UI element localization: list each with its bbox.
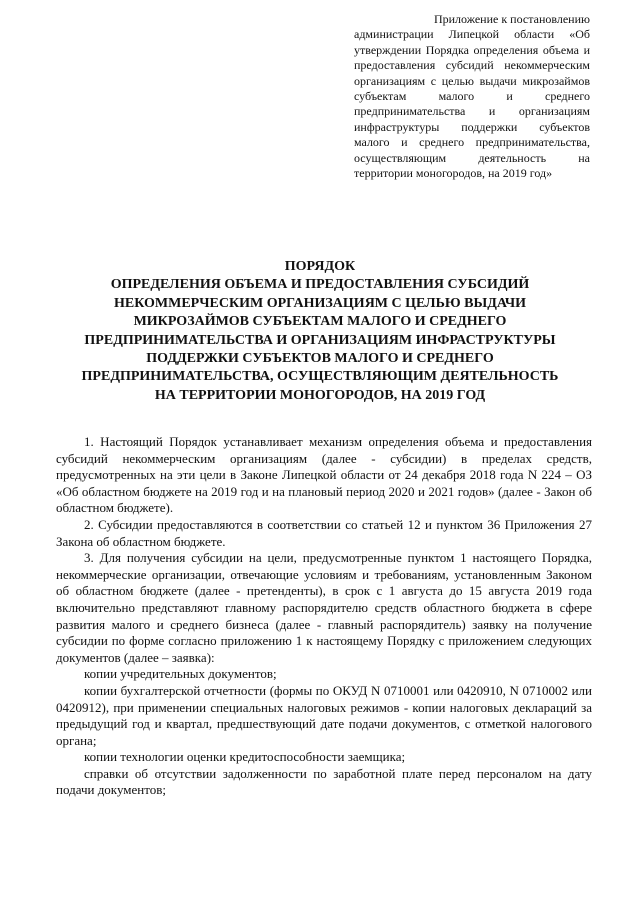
document-body [56, 434, 592, 799]
title-line: ОПРЕДЕЛЕНИЯ ОБЪЕМА И ПРЕДОСТАВЛЕНИЯ СУБСИДИЙ [110, 277, 530, 293]
title-line: ПОДДЕРЖКИ СУБЪЕКТОВ МАЛОГО И СРЕДНЕГО [146, 351, 494, 367]
list-item: копии учредительных документов; [84, 666, 277, 682]
paragraph-2: 2. Субсидии предоставляются в соответствии со статьей 12 и пунктом 36 Приложения 27 Закона об областном бюджете. [56, 516, 592, 549]
annex-text: администрации Липецкой области «Об утверждении Порядка определения объема и предоставления субсидий некоммерческим организациям с целью выдачи микрозаймов субъектам малого и среднего предпринимательства и организациям инфраструктуры поддержки субъектов малого и среднего предпринимательства, осуществляющим деятельность на территории моногородов, на 2019 год» [354, 27, 590, 181]
title-line: НА ТЕРРИТОРИИ МОНОГОРОДОВ, НА 2019 ГОД [154, 387, 486, 403]
title-line: ПОРЯДОК [284, 259, 356, 274]
list-item: справки об отсутствии задолженности по заработной плате перед персоналом на дату подачи документов; [56, 765, 592, 798]
paragraph-3: 3. Для получения субсидии на цели, предусмотренные пунктом 1 настоящего Порядка, некоммерческие организации, отвечающие условиям и требованиям, установленным Законом об областном бюджете (далее - претенденты), в срок с 1 августа до 15 августа 2019 года включительно представляют главному распорядителю средств областного бюджета в сфере развития малого и среднего бизнеса (далее - главный распорядитель) заявку на получение субсидии по форме согласно приложению 1 к настоящему Порядку с приложением следующих документов (далее – заявка): [56, 550, 592, 665]
title-line: НЕКОММЕРЧЕСКИМ ОРГАНИЗАЦИЯМ С ЦЕЛЬЮ ВЫДАЧИ [113, 295, 526, 311]
list-item: копии технологии оценки кредитоспособности заемщика; [84, 749, 406, 765]
document-title [50, 258, 590, 405]
annex-note [354, 12, 590, 181]
list-item: копии бухгалтерской отчетности (формы по ОКУД N 0710001 или 0420910, N 0710002 или 0420912), при применении специальных налоговых режимов - копии налоговых деклараций за предыдущий год и квартал, предшествующий дате подачи документов, с отметкой налогового органа; [56, 682, 592, 748]
title-line: МИКРОЗАЙМОВ СУБЪЕКТАМ МАЛОГО И СРЕДНЕГО [133, 314, 507, 330]
title-line: ПРЕДПРИНИМАТЕЛЬСТВА, ОСУЩЕСТВЛЯЮЩИМ ДЕЯТЕЛЬНОСТЬ [81, 369, 559, 385]
title-line: ПРЕДПРИНИМАТЕЛЬСТВА И ОРГАНИЗАЦИЯМ ИНФРАСТРУКТУРЫ [84, 332, 556, 348]
paragraph-1: 1. Настоящий Порядок устанавливает механизм определения объема и предоставления субсидий некоммерческим организациям (далее - субсидии) в пределах средств, предусмотренных на эти цели в Законе Липецкой области от 24 декабря 2018 года N 224 – ОЗ «Об областном бюджете на 2019 год и на плановый период 2020 и 2021 годов» (далее - Закон об областном бюджете). [56, 434, 592, 516]
annex-heading: Приложение к постановлению [433, 12, 590, 26]
